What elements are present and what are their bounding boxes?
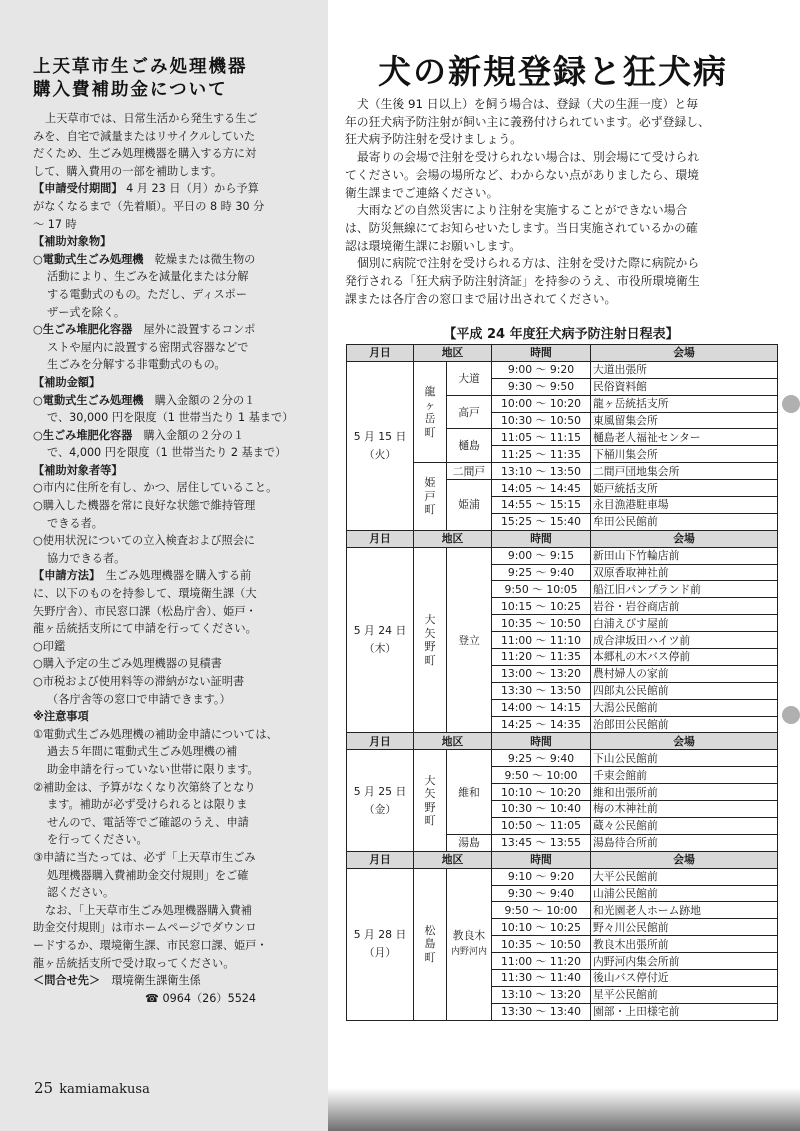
header-venue: 会場 [591, 733, 778, 750]
table-row [347, 750, 778, 767]
header-venue: 会場 [591, 345, 778, 362]
dog-article-title: 犬の新規登録と狂犬病 [378, 52, 728, 91]
area-cell: 姫浦 [447, 480, 492, 531]
time-cell: 13:45 ～ 13:55 [492, 834, 591, 851]
venue-cell: 下山公民館前 [591, 750, 778, 767]
header-time: 時間 [492, 530, 591, 547]
time-cell: 11:00 ～ 11:10 [492, 632, 591, 649]
venue-cell: 下桶川集会所 [591, 446, 778, 463]
table-row [347, 361, 778, 378]
table-row [347, 868, 778, 885]
time-cell: 13:00 ～ 13:20 [492, 665, 591, 682]
schedule-table [346, 344, 778, 1021]
venue-cell: 農村婦人の家前 [591, 665, 778, 682]
time-cell: 11:25 ～ 11:35 [492, 446, 591, 463]
town-cell: 龍ヶ岳町 [414, 361, 447, 462]
table-row [347, 547, 778, 564]
date-cell: 5 月 25 日 （金） [347, 750, 414, 851]
paragraph: 大雨などの自然災害により注射を実施することができない場合 は、防災無線にてお知らせいたします。当日実施されているかの確 認は環境衛生課にお願いします。 [345, 203, 698, 253]
notes-heading: ※注意事項 [33, 710, 89, 724]
area-cell: 湯島 [447, 834, 492, 851]
date-cell: 5 月 28 日 （月） [347, 868, 414, 1020]
time-cell: 10:35 ～ 10:50 [492, 936, 591, 953]
time-cell: 11:05 ～ 11:15 [492, 429, 591, 446]
venue-cell: 星平公民館前 [591, 986, 778, 1003]
venue-cell: 治郎田公民館前 [591, 716, 778, 733]
time-cell: 15:25 ～ 15:40 [492, 513, 591, 530]
venue-cell: 白浦えびす屋前 [591, 615, 778, 632]
time-cell: 14:05 ～ 14:45 [492, 480, 591, 497]
time-cell: 9:00 ～ 9:20 [492, 361, 591, 378]
area-cell: 大道 [447, 361, 492, 395]
amount-heading: 【補助金額】 [33, 375, 101, 389]
town-cell: 大矢野町 [414, 750, 447, 851]
page-footer [34, 1079, 150, 1097]
venue-cell: 岩谷・岩谷商店前 [591, 598, 778, 615]
venue-cell: 維和出張所前 [591, 784, 778, 801]
time-cell: 13:30 ～ 13:40 [492, 1003, 591, 1020]
time-cell: 10:30 ～ 10:50 [492, 412, 591, 429]
venue-cell: 牟田公民館前 [591, 513, 778, 530]
venue-cell: 蔵々公民館前 [591, 817, 778, 834]
venue-cell: 双原香取神社前 [591, 564, 778, 581]
time-cell: 9:25 ～ 9:40 [492, 750, 591, 767]
venue-cell: 東風留集会所 [591, 412, 778, 429]
time-cell: 9:50 ～ 10:00 [492, 902, 591, 919]
area-cell: 登立 [447, 547, 492, 733]
header-date: 月日 [347, 733, 414, 750]
binding-hole-icon [782, 395, 800, 413]
venue-cell: 千束会館前 [591, 767, 778, 784]
header-date: 月日 [347, 345, 414, 362]
apply-heading: 【申請方法】 [33, 569, 95, 583]
eligible-heading: 【補助対象者等】 [33, 463, 123, 477]
table-header-row [347, 530, 778, 547]
venue-cell: 四郎丸公民館前 [591, 682, 778, 699]
venue-cell: 大道出張所 [591, 361, 778, 378]
page-number: 25 [34, 1079, 54, 1097]
area-cell: 樋島 [447, 429, 492, 463]
time-cell: 11:00 ～ 11:20 [492, 953, 591, 970]
header-time: 時間 [492, 733, 591, 750]
venue-cell: 本郷札の木バス停前 [591, 649, 778, 666]
time-cell: 11:20 ～ 11:35 [492, 649, 591, 666]
venue-cell: 野々川公民館前 [591, 919, 778, 936]
venue-cell: 永目漁港駐車場 [591, 497, 778, 514]
time-cell: 9:30 ～ 9:50 [492, 378, 591, 395]
area-cell: 教良木 内野河内 [447, 868, 492, 1020]
venue-cell: 和光園老人ホーム跡地 [591, 902, 778, 919]
time-cell: 13:10 ～ 13:50 [492, 463, 591, 480]
table-header-row [347, 345, 778, 362]
time-cell: 10:00 ～ 10:20 [492, 395, 591, 412]
intro-text: 上天草市では、日常生活から発生する生ご みを、自宅で減量またはリサイクルしていた だくため、生ごみ処理機器を購入する方に対 して、購入費用の一部を補助します。 [33, 112, 258, 178]
area-cell: 高戸 [447, 395, 492, 429]
venue-cell: 園部・上田様宅前 [591, 1003, 778, 1020]
venue-cell: 船江旧パンプランド前 [591, 581, 778, 598]
header-area: 地区 [414, 733, 492, 750]
area-cell: 維和 [447, 750, 492, 834]
paragraph: 犬（生後 91 日以上）を飼う場合は、登録（犬の生涯一度）と毎 年の狂犬病予防注射が飼い主に義務付けられています。必ず登録し、 狂犬病予防注射を受けましょう。 [345, 97, 710, 147]
time-cell: 10:35 ～ 10:50 [492, 615, 591, 632]
time-cell: 9:50 ～ 10:05 [492, 581, 591, 598]
paragraph: 個別に病院で注射を受けられる方は、注射を受けた際に病院から 発行される「狂犬病予防注射済証」を持参のうえ、市役所環境衛生 課または各庁舎の窓口まで届け出されてください。 [345, 256, 700, 306]
subsidy-title: 上天草市生ごみ処理機器 購入費補助金について [33, 57, 248, 100]
venue-cell: 大平公民館前 [591, 868, 778, 885]
time-cell: 10:10 ～ 10:25 [492, 919, 591, 936]
time-cell: 9:25 ～ 9:40 [492, 564, 591, 581]
town-cell: 大矢野町 [414, 547, 447, 733]
time-cell: 9:30 ～ 9:40 [492, 885, 591, 902]
venue-cell: 成合津坂田ハイツ前 [591, 632, 778, 649]
area-cell: 二間戸 [447, 463, 492, 480]
time-cell: 10:15 ～ 10:25 [492, 598, 591, 615]
time-cell: 14:00 ～ 14:15 [492, 699, 591, 716]
venue-cell: 大潟公民館前 [591, 699, 778, 716]
time-cell: 10:10 ～ 10:20 [492, 784, 591, 801]
footer-gradient-band [328, 1088, 800, 1131]
header-date: 月日 [347, 530, 414, 547]
header-venue: 会場 [591, 530, 778, 547]
header-area: 地区 [414, 530, 492, 547]
time-cell: 13:30 ～ 13:50 [492, 682, 591, 699]
date-cell: 5 月 15 日 （火） [347, 361, 414, 530]
venue-cell: 教良木出張所前 [591, 936, 778, 953]
venue-cell: 樋島老人福祉センター [591, 429, 778, 446]
venue-cell: 山浦公民館前 [591, 885, 778, 902]
header-date: 月日 [347, 851, 414, 868]
venue-cell: 龍ヶ岳統括支所 [591, 395, 778, 412]
time-cell: 14:55 ～ 15:15 [492, 497, 591, 514]
header-time: 時間 [492, 851, 591, 868]
subsidy-article: 上天草市生ごみ処理機器 購入費補助金について 上天草市では、日常生活から発生する生ご みを、自宅で減量またはリサイクルしていた だくため、生ごみ処理機器を購入する方に対 して、購入費用の一部を補助します。 【申請受付期間】 4 月 23 日（月）から予算 がなくなるまで（先着順）。平日の 8 時 30 分 ～ 17 時 【補助対象物】 ○電動式生ごみ処理機 乾燥または微生物の 活動により、生ごみを減量化または分解 する電動式のもの。ただし、ディスポー ザー式を除く。 ○生ごみ堆肥化容器 屋外に設置するコンポ ストや屋内に設置する密閉式容器などで 生ごみを分解する非電動式のもの。 【補助金額】 ○電動式生ごみ処理機 購入金額の２分の１ で、30,000 円を限度（1 世帯当たり 1 基まで） ○生ごみ堆肥化容器 購入金額の２分の１ で、4,000 円を限度（1 世帯当たり 2 基まで） 【補助対象者等】 ○市内に住所を有し、かつ、居住していること。 ○購入した機器を常に良好な状態で維持管理 できる者。 ○使用状況についての立入検査および照会に 協力できる者。 【申請方法】 生ごみ処理機器を購入する前 に、以下のものを持参して、環境衛生課（大 矢野庁舎）、市民窓口課（松島庁舎）、姫戸・ 龍ヶ岳統括支所にて申請を行ってください。 ○印鑑 ○購入予定の生ごみ処理機器の見積書 ○市税および使用料等の滞納がない証明書 （各庁舎等の窓口で申請できます。） ※注意事項 ①電動式生ごみ処理機の補助金申請については、 過去５年間に電動式生ごみ処理機の補 助金申請を行っていない世帯に限ります。 ②補助金は、予算がなくなり次第終了となり ます。補助が必ず受けられるとは限りま せんので、電話等でご確認のうえ、申請 を行ってください。 ③申請に当たっては、必ず「上天草市生ごみ 処理機器購入費補助金交付規則」をご確 認ください。 なお、「上天草市生ごみ処理機器購入費補 助金交付規則」は市ホームページでダウンロ ードするか、環境衛生課、市民窓口課、姫戸・ 龍ヶ岳統括支所で受け取ってください。 ＜問合せ先＞ 環境衛生課衛生係 ☎ 0964（26）5524 [0, 0, 328, 1131]
schedule-title: 【平成 24 年度狂犬病予防注射日程表】 [443, 327, 679, 342]
venue-cell: 姫戸統括支所 [591, 480, 778, 497]
time-cell: 9:10 ～ 9:20 [492, 868, 591, 885]
venue-cell: 湯島待合所前 [591, 834, 778, 851]
contact-phone: ☎ 0964（26）5524 [145, 991, 257, 1005]
header-venue: 会場 [591, 851, 778, 868]
time-cell: 14:25 ～ 14:35 [492, 716, 591, 733]
magazine-name: kamiamakusa [59, 1082, 150, 1097]
venue-cell: 内野河内集会所前 [591, 953, 778, 970]
town-cell: 松島町 [414, 868, 447, 1020]
venue-cell: 新田山下竹輪店前 [591, 547, 778, 564]
time-cell: 11:30 ～ 11:40 [492, 969, 591, 986]
contact: ＜問合せ先＞ 環境衛生課衛生係 [33, 974, 201, 988]
venue-cell: 後山バス停付近 [591, 969, 778, 986]
venue-cell: 民俗資料館 [591, 378, 778, 395]
date-cell: 5 月 24 日 （木） [347, 547, 414, 733]
time-cell: 10:50 ～ 11:05 [492, 817, 591, 834]
header-time: 時間 [492, 345, 591, 362]
time-cell: 9:00 ～ 9:15 [492, 547, 591, 564]
binding-hole-icon [782, 706, 800, 724]
venue-cell: 梅の木神社前 [591, 801, 778, 818]
table-header-row [347, 851, 778, 868]
time-cell: 10:30 ～ 10:40 [492, 801, 591, 818]
town-cell: 姫戸町 [414, 463, 447, 531]
venue-cell: 二間戸団地集会所 [591, 463, 778, 480]
table-header-row [347, 733, 778, 750]
time-cell: 9:50 ～ 10:00 [492, 767, 591, 784]
dog-article-body [345, 96, 777, 308]
period-section: 【申請受付期間】 4 月 23 日（月）から予算 [33, 182, 259, 196]
header-area: 地区 [414, 851, 492, 868]
header-area: 地区 [414, 345, 492, 362]
target-heading: 【補助対象物】 [33, 235, 112, 249]
time-cell: 13:10 ～ 13:20 [492, 986, 591, 1003]
paragraph: 最寄りの会場で注射を受けられない場合は、別会場にて受けられ てください。会場の場所など、わからない点がありましたら、環境 衛生課までご連絡ください。 [345, 150, 700, 200]
